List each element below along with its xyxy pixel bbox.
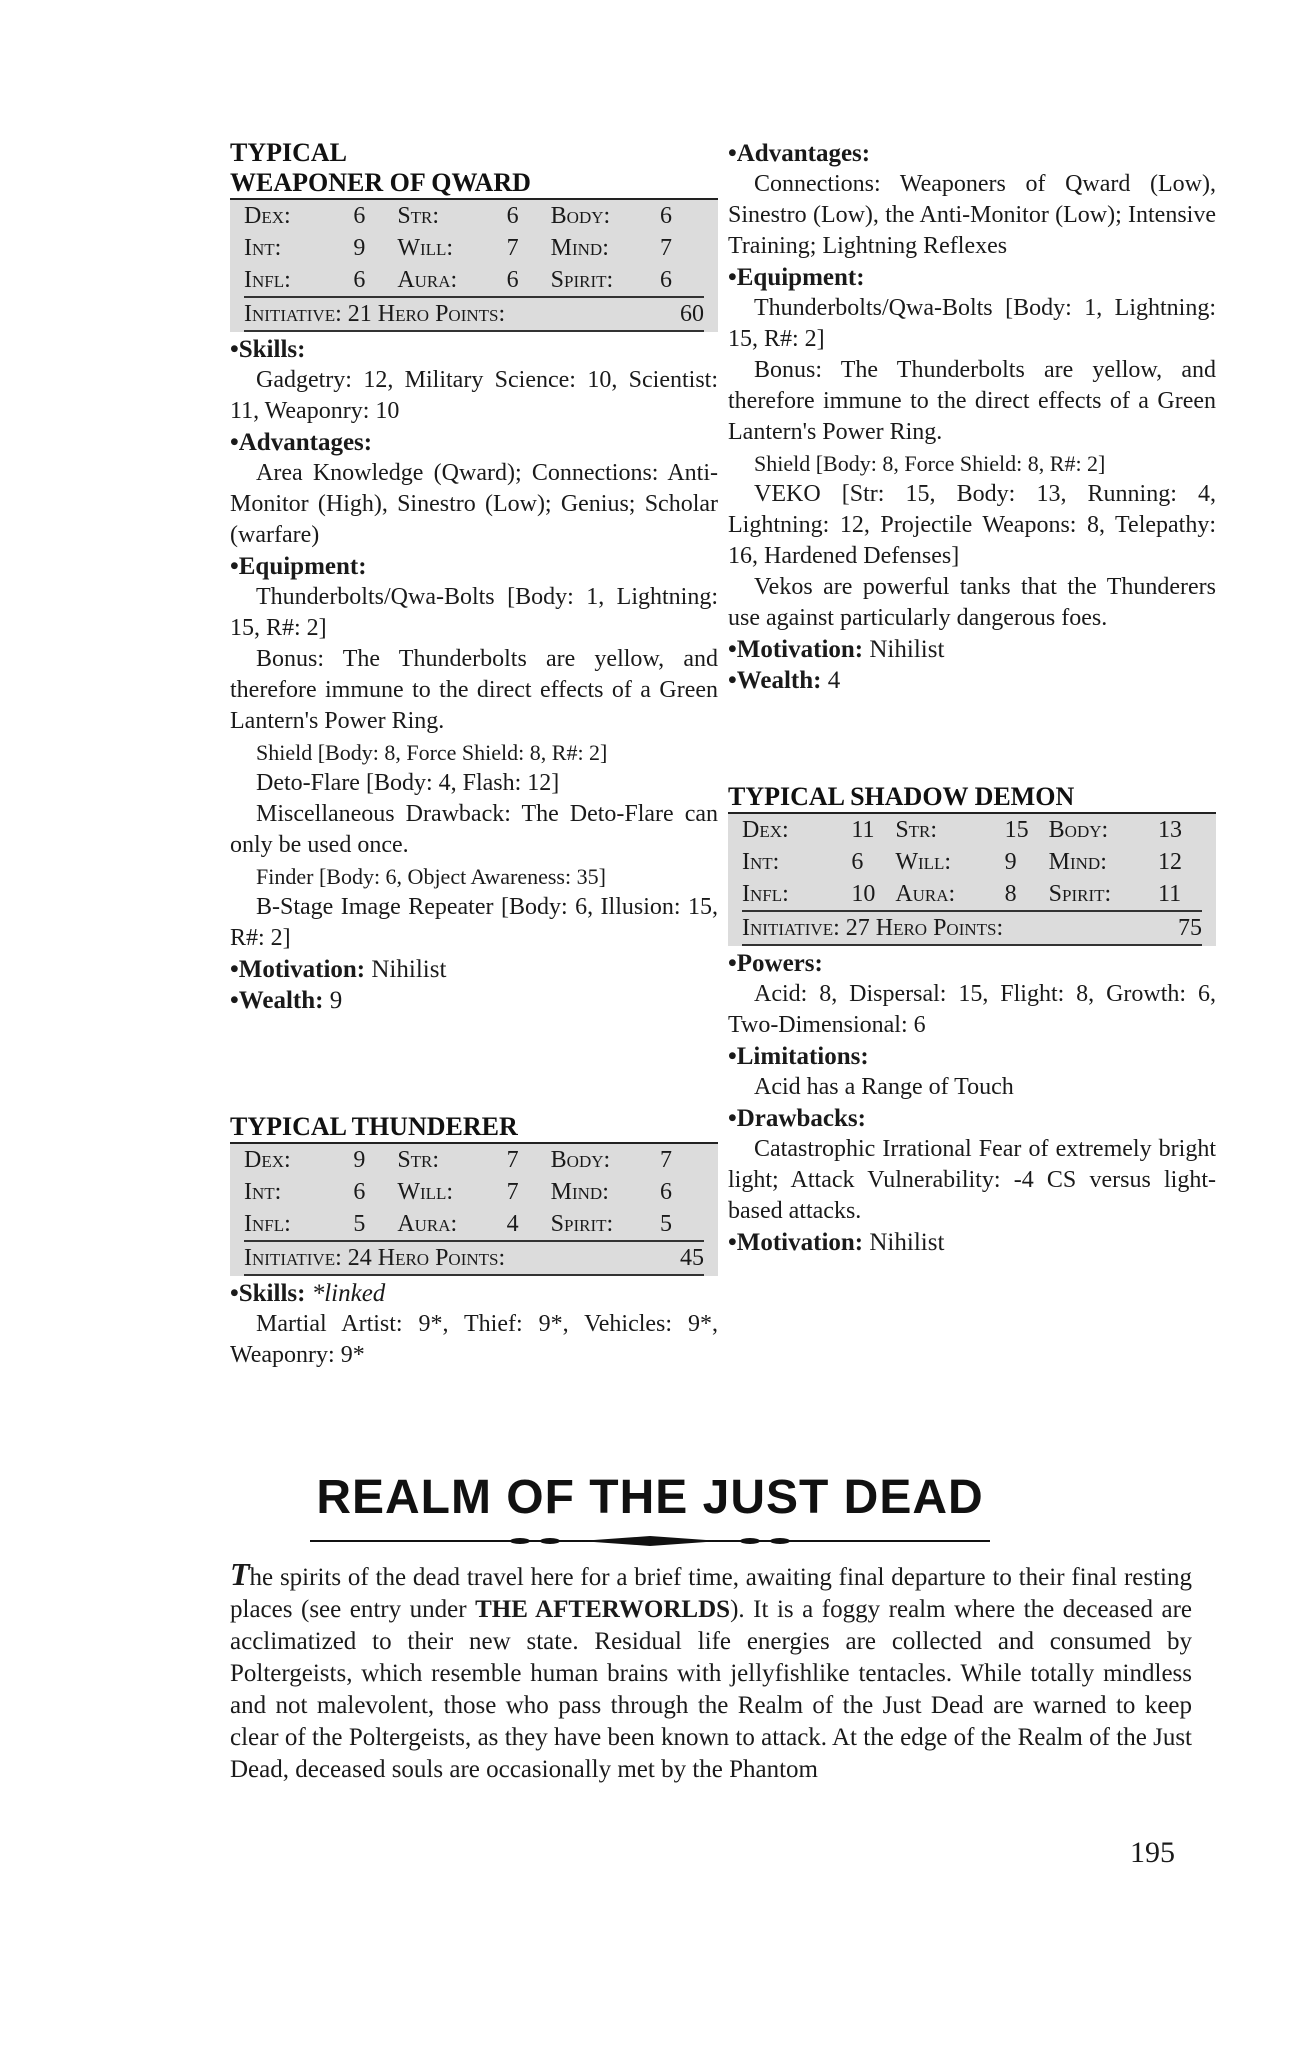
equipment-item: Bonus: The Thunderbolts are yellow, and therefore immune to the direct effects of a Green Lantern's Power Ring. xyxy=(230,646,718,734)
initiative-row: Initiative: 27 Hero Points: 75 xyxy=(742,910,1202,946)
left-column xyxy=(230,138,718,1371)
drop-cap: T xyxy=(230,1556,250,1592)
motivation-line: •Motivation: Nihilist xyxy=(728,1229,945,1256)
equipment-heading: •Equipment: xyxy=(230,553,367,580)
stat-row: Dex: 6 Str: 6 Body: 6 xyxy=(244,203,672,229)
shadow-demon-stat-box xyxy=(728,814,1216,946)
equipment-item: Thunderbolts/Qwa-Bolts [Body: 1, Lightning: 15, R#: 2] xyxy=(230,584,718,641)
stat-row: Int: 9 Will: 7 Mind: 7 xyxy=(244,235,672,261)
equipment-item: Finder [Body: 6, Object Awareness: 35] xyxy=(256,864,606,889)
drawbacks-text: Catastrophic Irrational Fear of extremely bright light; Attack Vulnerability: -4 CS versus light-based attacks. xyxy=(728,1136,1216,1224)
decorative-rule-icon xyxy=(310,1534,990,1548)
advantages-heading: •Advantages: xyxy=(230,429,373,456)
skills-text: Gadgetry: 12, Military Science: 10, Scientist: 11, Weaponry: 10 xyxy=(230,367,718,424)
advantages-text: Connections: Weaponers of Qward (Low), Sinestro (Low), the Anti-Monitor (Low); Intensive Training; Lightning Reflexes xyxy=(728,171,1216,259)
page-number: 195 xyxy=(1130,1836,1175,1869)
right-column xyxy=(728,138,1216,1258)
stat-row: Dex: 9 Str: 7 Body: 7 xyxy=(244,1147,672,1173)
stat-row: Infl: 5 Aura: 4 Spirit: 5 xyxy=(244,1211,672,1237)
advantages-text: Area Knowledge (Qward); Connections: Anti-Monitor (High), Sinestro (Low); Genius; Scholar (warfare) xyxy=(230,460,718,548)
advantages-heading: •Advantages: xyxy=(728,140,871,167)
limitations-text: Acid has a Range of Touch xyxy=(754,1074,1014,1100)
equipment-item: Bonus: The Thunderbolts are yellow, and therefore immune to the direct effects of a Green Lantern's Power Ring. xyxy=(728,357,1216,445)
equipment-item: Shield [Body: 8, Force Shield: 8, R#: 2] xyxy=(256,740,608,765)
equipment-item: Shield [Body: 8, Force Shield: 8, R#: 2] xyxy=(754,451,1106,476)
chapter-title-block xyxy=(230,1468,1070,1548)
shadow-demon-title: TYPICAL SHADOW DEMON xyxy=(728,782,1216,814)
equipment-item: Vekos are powerful tanks that the Thunderers use against particularly dangerous foes. xyxy=(728,574,1216,631)
weaponer-stat-box xyxy=(230,200,718,332)
equipment-item: B-Stage Image Repeater [Body: 6, Illusion: 15, R#: 2] xyxy=(230,894,718,951)
equipment-heading: •Equipment: xyxy=(728,264,865,291)
wealth-line: •Wealth: 4 xyxy=(728,667,841,694)
thunderer-title: TYPICAL THUNDERER xyxy=(230,1112,718,1144)
weaponer-title: TYPICAL WEAPONER OF QWARD xyxy=(230,138,718,200)
initiative-row: Initiative: 21 Hero Points: 60 xyxy=(244,296,704,332)
wealth-line: •Wealth: 9 xyxy=(230,987,343,1014)
stat-row: Int: 6 Will: 7 Mind: 6 xyxy=(244,1179,672,1205)
skills-heading: •Skills: *linked xyxy=(230,1280,386,1307)
motivation-line: •Motivation: Nihilist xyxy=(230,956,447,983)
equipment-item: Deto-Flare [Body: 4, Flash: 12] xyxy=(256,770,560,796)
skills-text: Martial Artist: 9*, Thief: 9*, Vehicles: 9*, Weaponry: 9* xyxy=(230,1311,718,1368)
equipment-item: VEKO [Str: 15, Body: 13, Running: 4, Lightning: 12, Projectile Weapons: 8, Telepathy: 16, Hardened Defenses] xyxy=(728,481,1216,569)
skills-heading: •Skills: xyxy=(230,336,306,363)
drawbacks-heading: •Drawbacks: xyxy=(728,1105,866,1132)
powers-heading: •Powers: xyxy=(728,950,823,977)
thunderer-stat-box xyxy=(230,1144,718,1276)
initiative-row: Initiative: 24 Hero Points: 45 xyxy=(244,1240,704,1276)
stat-row: Infl: 10 Aura: 8 Spirit: 11 xyxy=(742,881,1182,907)
motivation-line: •Motivation: Nihilist xyxy=(728,636,945,663)
chapter-body-text: The spirits of the dead travel here for a brief time, awaiting final departure to their final resting places (see entry under THE AFTERWORLDS). It is a foggy realm where the deceased are acclimatized to their new state. Residual life energies are collected and consumed by Poltergeists, which resemble human brains with jellyfishlike tentacles. While totally mindless and not malevolent, those who pass through the Realm of the Just Dead are warned to keep clear of the Poltergeists, as they have been known to attack. At the edge of the Realm of the Just Dead, deceased souls are occasionally met by the Phantom xyxy=(230,1556,1193,1783)
equipment-item: Miscellaneous Drawback: The Deto-Flare can only be used once. xyxy=(230,801,718,858)
limitations-heading: •Limitations: xyxy=(728,1043,869,1070)
stat-row: Infl: 6 Aura: 6 Spirit: 6 xyxy=(244,267,672,293)
stat-row: Dex: 11 Str: 15 Body: 13 xyxy=(742,817,1182,843)
powers-text: Acid: 8, Dispersal: 15, Flight: 8, Growth: 6, Two-Dimensional: 6 xyxy=(728,981,1216,1038)
stat-row: Int: 6 Will: 9 Mind: 12 xyxy=(742,849,1182,875)
equipment-item: Thunderbolts/Qwa-Bolts [Body: 1, Lightning: 15, R#: 2] xyxy=(728,295,1216,352)
chapter-title: REALM OF THE JUST DEAD xyxy=(316,1471,984,1524)
